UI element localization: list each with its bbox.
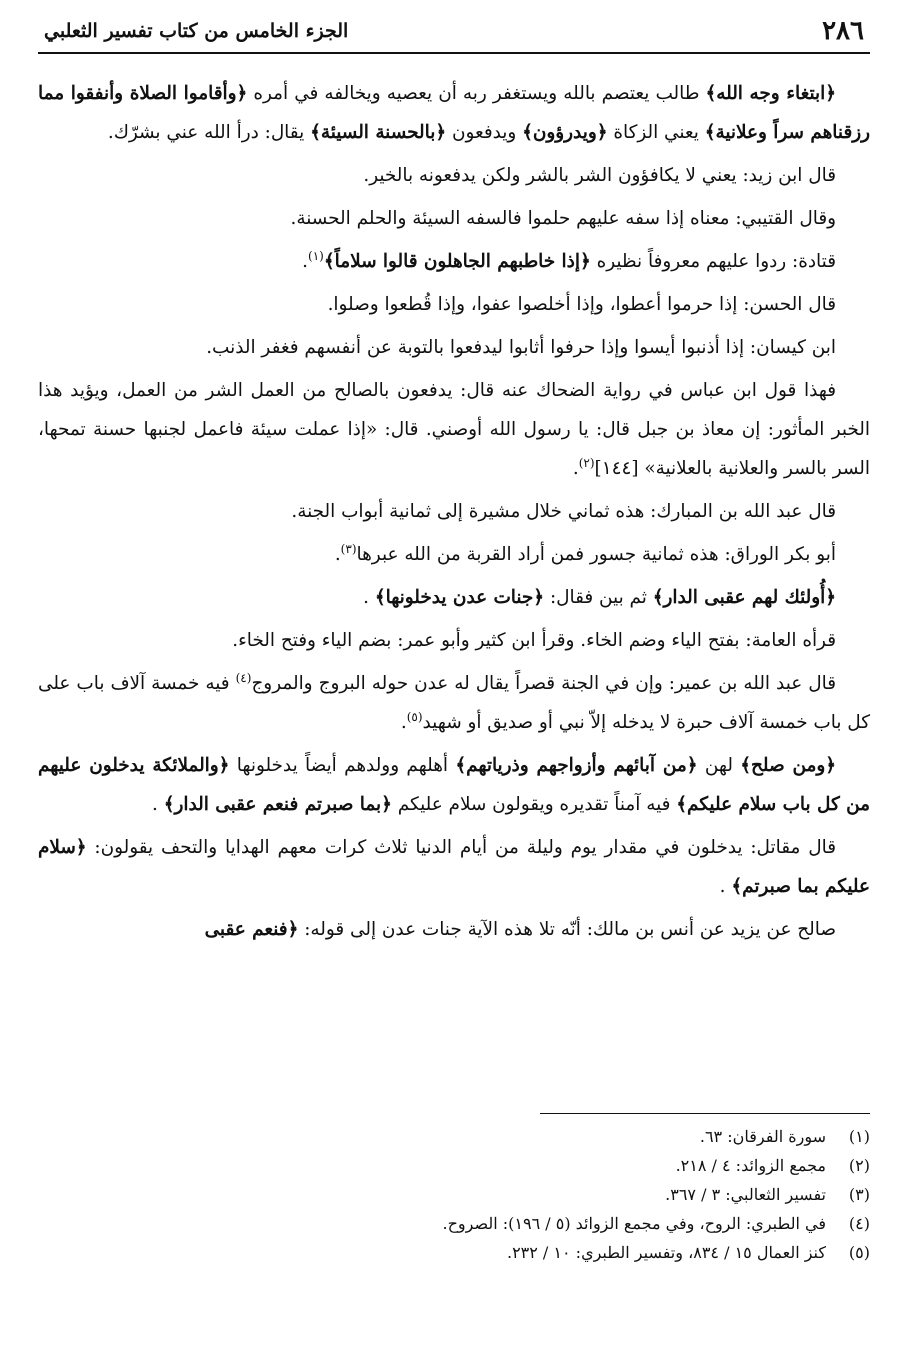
main-text — [38, 74, 870, 953]
text-run: فهذا قول ابن عباس في رواية الضحاك عنه قال: يدفعون بالصالح من العمل الشر من العمل، ويؤيد هذا الخبر المأثور: إن معاذ بن جبل قال: يا رسول الله أوصني. قال: «إذا عملت سيئة فاعمل لجنبها حسنة تمحها، السر بالسر والعلانية بالعلانية» [١٤٤] — [38, 380, 870, 479]
footnote-ref: (٥) — [406, 709, 423, 724]
footnote-text: في الطبري: الروح، وفي مجمع الزوائد (٥ / ١٩٦): الصروح. — [442, 1214, 826, 1233]
quran-quote: ﴿من آبائهم وأزواجهم وذرياتهم﴾ — [455, 755, 698, 776]
text-run: ثم بين فقال: — [544, 587, 653, 608]
footnote-number: (٥) — [848, 1243, 870, 1262]
text-run: ويدفعون — [446, 122, 523, 143]
quran-quote: ﴿فنعم عقبى — [204, 919, 299, 940]
quran-quote: ﴿جنات عدن يدخلونها﴾ — [374, 587, 545, 608]
paragraph: قال عبد الله بن المبارك: هذه ثماني خلال مشيرة إلى ثمانية أبواب الجنة. — [291, 501, 836, 522]
text-run: . — [152, 794, 164, 815]
footnote-ref: (١) — [308, 248, 324, 263]
quran-quote: ﴿أُولئك لهم عقبى الدار﴾ — [652, 587, 836, 608]
text-run: . — [572, 458, 579, 479]
paragraph: قرأه العامة: بفتح الياء وضم الخاء. وقرأ ابن كثير وأبو عمر: بضم الياء وفتح الخاء. — [232, 630, 836, 651]
quran-quote: ﴿وأقاموا الصلاة وأنفقوا مما رزقناهم سراً وعلانية﴾ — [38, 83, 870, 143]
text-run: أهلهم وولدهم أيضاً يدخلونها — [229, 755, 456, 776]
running-title: الجزء الخامس من كتاب تفسير الثعلبي — [44, 20, 349, 42]
text-run: . — [334, 544, 341, 565]
quran-quote: ﴿والملائكة يدخلون عليهم من كل باب سلام عليكم﴾ — [38, 755, 870, 815]
text-run: . — [719, 876, 732, 897]
text-run: فيه آمناً تقديره ويقولون سلام عليكم — [391, 794, 677, 815]
footnotes — [38, 1122, 870, 1267]
text-run: . — [302, 251, 309, 272]
paragraph: ابن كيسان: إذا أذنبوا أيسوا وإذا حرفوا أثابوا ليدفعوا بالتوبة عن أنفسهم فغفر الذنب. — [206, 337, 836, 358]
footnote-text: مجمع الزوائد: ٤ / ٢١٨. — [675, 1156, 826, 1175]
page-number: ٢٨٦ — [822, 16, 864, 46]
text-run: يعني الزكاة — [607, 122, 705, 143]
paragraph — [38, 828, 870, 906]
paragraph: وقال القتيبي: معناه إذا سفه عليهم حلموا فالسفه السيئة والحلم الحسنة. — [290, 208, 836, 229]
footnote-number: (٣) — [848, 1185, 870, 1204]
footnote-number: (٤) — [848, 1214, 870, 1233]
footnote-ref: (٣) — [340, 541, 357, 556]
footnote-number: (٢) — [848, 1156, 870, 1175]
quran-quote: ﴿ويدرؤون﴾ — [522, 122, 608, 143]
footnote-text: كنز العمال ١٥ / ٨٣٤، وتفسير الطبري: ١٠ / ٢٣٢. — [506, 1243, 826, 1262]
quran-quote: ﴿ابتغاء وجه الله﴾ — [705, 83, 837, 104]
text-run: . — [400, 712, 407, 733]
text-run: قال مقاتل: يدخلون في مقدار يوم وليلة من أيام الدنيا ثلاث كرات معهم الهدايا والتحف يقولون: — [86, 837, 836, 858]
footnote — [38, 1209, 870, 1238]
footnote-text: تفسير الثعالبي: ٣ / ٣٦٧. — [665, 1185, 826, 1204]
quran-quote: ﴿ومن صلح﴾ — [740, 755, 836, 776]
text-run: فيه خمسة آلاف باب على كل باب خمسة آلاف حبرة لا يدخله إلاّ نبي أو صديق أو شهيد — [38, 673, 870, 733]
text-run: قال عبد الله بن عمير: وإن في الجنة قصراً يقال له عدن حوله البروج والمروج — [251, 673, 836, 694]
text-run: . — [363, 587, 375, 608]
paragraph — [38, 578, 870, 617]
paragraph: قال الحسن: إذا حرموا أعطوا، وإذا أخلصوا عفوا، وإذا قُطعوا وصلوا. — [327, 294, 836, 315]
quran-quote: ﴿إذا خاطبهم الجاهلون قالوا سلاماً﴾ — [323, 251, 591, 272]
quran-quote: ﴿بما صبرتم فنعم عقبى الدار﴾ — [163, 794, 392, 815]
quran-quote: ﴿بالحسنة السيئة﴾ — [310, 122, 447, 143]
text-run: طالب يعتصم بالله ويستغفر ربه أن يعصيه ويخالفه في أمره — [247, 83, 706, 104]
text-run: لهن — [697, 755, 741, 776]
footnote-number: (١) — [848, 1127, 870, 1146]
footnote — [38, 1122, 870, 1151]
text-run: صالح عن يزيد عن أنس بن مالك: أنّه تلا هذه الآية جنات عدن إلى قوله: — [298, 919, 836, 940]
footnote — [38, 1238, 870, 1267]
paragraph: قال ابن زيد: يعني لا يكافؤون الشر بالشر ولكن يدفعونه بالخير. — [363, 165, 836, 186]
footnote — [38, 1151, 870, 1180]
footnote-ref: (٢) — [578, 455, 595, 470]
paragraph — [38, 74, 870, 152]
paragraph — [38, 664, 870, 742]
footnote-ref: (٤) — [235, 670, 252, 685]
text-run: قتادة: ردوا عليهم معروفاً نظيره — [590, 251, 836, 272]
paragraph — [38, 242, 870, 281]
paragraph — [38, 371, 870, 488]
text-run: أبو بكر الوراق: هذه ثمانية جسور فمن أراد القربة من الله عبرها — [356, 544, 836, 565]
paragraph — [38, 535, 870, 574]
footnote-text: سورة الفرقان: ٦٣. — [699, 1127, 826, 1146]
page-header — [38, 14, 870, 54]
text-run: يقال: درأ الله عني بشرّك. — [107, 122, 311, 143]
footnote-divider — [540, 1113, 870, 1114]
footnote — [38, 1180, 870, 1209]
quran-quote: ﴿سلام عليكم بما صبرتم﴾ — [38, 837, 870, 897]
paragraph — [38, 910, 870, 949]
paragraph — [38, 746, 870, 824]
